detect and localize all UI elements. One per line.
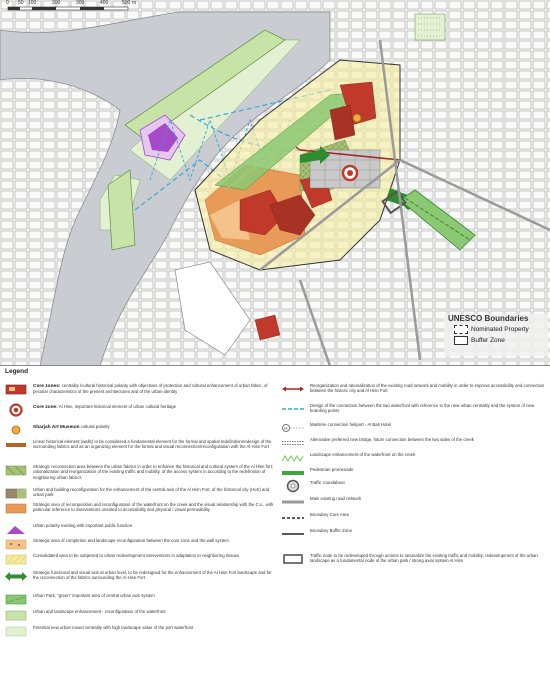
legend-text: Strategic reconnection area between the urban fabrics in order to enhance the historical and cultural system of the Al Hisn fort; rationalization and reorganization of the existing traffic and mobility, of the access system in according to the redefinition of neighboring urban fabrics	[33, 464, 274, 480]
nominated-property-swatch	[454, 325, 468, 334]
urban-reconfig-swatch	[4, 487, 28, 499]
legend-item-axis	[4, 570, 277, 582]
legend-text: Urban Park, "green" important area of central urban axis system	[33, 593, 155, 598]
legend-item-bridge	[281, 437, 549, 449]
legend-text: Traffic roundabout	[310, 480, 345, 485]
buffer-zone-swatch	[454, 336, 468, 345]
landscape-enh-swatch	[4, 609, 28, 621]
legend-item-boundary-core	[281, 512, 549, 524]
unesco-item-buffer	[444, 336, 548, 345]
traffic-node-symbol	[281, 553, 305, 565]
svg-text:H: H	[284, 425, 288, 431]
legend-text: Urban and landscape enhancement - reconfiguration of the waterfront	[33, 609, 166, 614]
legend-item-traffic-node	[281, 553, 549, 565]
scale-tick-200: 200	[52, 0, 61, 6]
legend-item-road-network	[281, 496, 549, 508]
sharjah-art-museum-marker	[353, 114, 361, 122]
legend-item-reconnection	[4, 464, 277, 480]
boundary-core-symbol	[281, 512, 305, 524]
legend-text: Reorganization and rationalization of the existing road network and mobility in order to improve accessibility and connection between the historic city and Al Hisn Fort	[310, 383, 545, 394]
unesco-item-nominated	[444, 325, 548, 334]
promenade-symbol	[281, 467, 305, 479]
scale-tick-500: 500	[122, 0, 131, 6]
legend-item-al-hisn	[4, 404, 277, 416]
completion-swatch	[4, 538, 28, 550]
reconnection-swatch	[4, 464, 28, 476]
heliport-symbol	[281, 422, 305, 434]
boundary-buffer-symbol	[281, 528, 305, 540]
legend-item-waterfront-strategic	[4, 502, 277, 514]
al-hisn-symbol	[4, 404, 28, 416]
legend-item-urban-reconfig	[4, 487, 277, 499]
legend-text: Maritime connection heliport - Al Bait Hotel	[310, 422, 391, 427]
legend-item-park	[4, 593, 277, 605]
legend-text: Consolidated area to be subjected to urban redevelopment interventions in adaptation to neighboring tissues	[33, 553, 240, 558]
legend-text: Strategic functional and visual axis at urban level, to be redesigned for the enhancement of the Al Hisn Fort landscape and for the reconnection of the fabrics surrounding the Al Hisn Fort	[33, 570, 272, 581]
bridge-symbol	[281, 437, 305, 449]
legend-title: Legend	[5, 368, 29, 375]
scale-bar	[8, 7, 128, 10]
legend-text: Alternative preferred new bridge, future connection between the two sides of the creek	[310, 437, 474, 442]
consolidated-swatch	[4, 553, 28, 565]
unesco-item-label: Buffer Zone	[471, 337, 505, 344]
legend-item-heliport	[281, 422, 549, 434]
scale-tick-0: 0	[6, 0, 9, 6]
legend-text: Design of the connection between the two waterfront with reference to the new urban centrality and the system of new boarding points	[310, 403, 535, 414]
legend-item-boundary-buffer	[281, 528, 549, 540]
scale-unit: m	[132, 0, 137, 6]
legend-item-road-reorg	[281, 383, 549, 395]
legend-item-walls	[4, 439, 277, 451]
legend-text: Boundary Core Area	[310, 512, 349, 517]
legend-text: Urban polarity existing with important public function	[33, 523, 133, 528]
legend-text: Core zones: centrality /cultural historical polarity with objectives of protection and cultural enhancement of urban fabric, of peculiar characteristics of the present architectures and of the urban identity	[33, 383, 268, 395]
legend-text: Strategic area of recomposition and reconfiguration of the waterfront on the creek and the visual relationship with the C.s., with particular reference to interventions oriented to accessibility and physical / visual permeability	[33, 502, 274, 513]
legend-item-polarity	[4, 523, 277, 535]
unesco-item-label: Nominated Property	[471, 326, 529, 333]
legend-text: Strategic area of completion and landscape reconfiguration between the core zone and the wall system	[33, 538, 229, 543]
road-network-symbol	[281, 496, 305, 508]
connection-symbol	[281, 403, 305, 415]
legend-item-landscape-enh	[4, 609, 277, 621]
roundabout-symbol	[281, 480, 305, 492]
legend-text: Core zone: Al Hisn, important historical element of urban cultural heritage	[33, 404, 177, 410]
legend-item-roundabout	[281, 480, 549, 492]
waterfront-landscape-symbol	[281, 452, 305, 464]
legend-text: Pedestrian promenade	[310, 467, 354, 472]
legend-text: Potential new urban mixed centrality with high landscape value of the port waterfront	[33, 625, 194, 630]
legend-item-waterfront-landscape	[281, 452, 549, 464]
legend-text: Boundary Buffer Zone	[310, 528, 352, 533]
core-zone-swatch	[4, 383, 28, 395]
waterfront-park-south	[108, 170, 135, 250]
legend-item-connection	[281, 403, 549, 415]
legend-item-core-zones	[4, 383, 277, 395]
legend-text: Linear historical element (walls) to be considered a fundamental element for the formal and spatial redefinition/redesign of the surrounding fabrics and as an organizing element for the formal and visual reconnection/reconfiguration with the Al Hisn Fort	[33, 439, 272, 450]
legend-item-museum	[4, 424, 277, 436]
waterfront-strategic-swatch	[4, 502, 28, 514]
unesco-boundaries-box	[444, 314, 548, 356]
walls-swatch	[4, 439, 28, 451]
legend-text: Urban and building reconfiguration for the enhancement of the central axis of the Al Hisn Fort, of the historical city (HoS) and urban park	[33, 487, 270, 498]
scale-tick-100: 100	[28, 0, 37, 6]
scale-tick-50: 50	[18, 0, 24, 6]
legend-item-completion	[4, 538, 277, 550]
unesco-title: UNESCO Boundaries	[448, 314, 529, 323]
legend-item-consolidated	[4, 553, 277, 565]
legend-item-new-centrality	[4, 625, 277, 637]
axis-arrow-swatch	[4, 570, 28, 582]
legend-text: Sharjah Art Museum cultural polarity	[33, 424, 110, 430]
museum-symbol	[4, 424, 28, 436]
legend-item-promenade	[281, 467, 549, 479]
polarity-swatch	[4, 523, 28, 535]
scale-tick-300: 300	[76, 0, 85, 6]
legend-text: Landscape enhancement of the waterfront on the creek	[310, 452, 416, 457]
road-reorg-symbol	[281, 383, 305, 395]
scale-tick-400: 400	[100, 0, 109, 6]
new-centrality-swatch	[4, 625, 28, 637]
legend-text: Main existing road network	[310, 496, 362, 501]
legend-text: Traffic node to be redeveloped through actions to rationalize the existing traffic and mobility; redevelopment of the urban landscape as a fundamental node of the urban park / strong axial system Al Hisn	[310, 553, 538, 564]
park-swatch	[4, 593, 28, 605]
